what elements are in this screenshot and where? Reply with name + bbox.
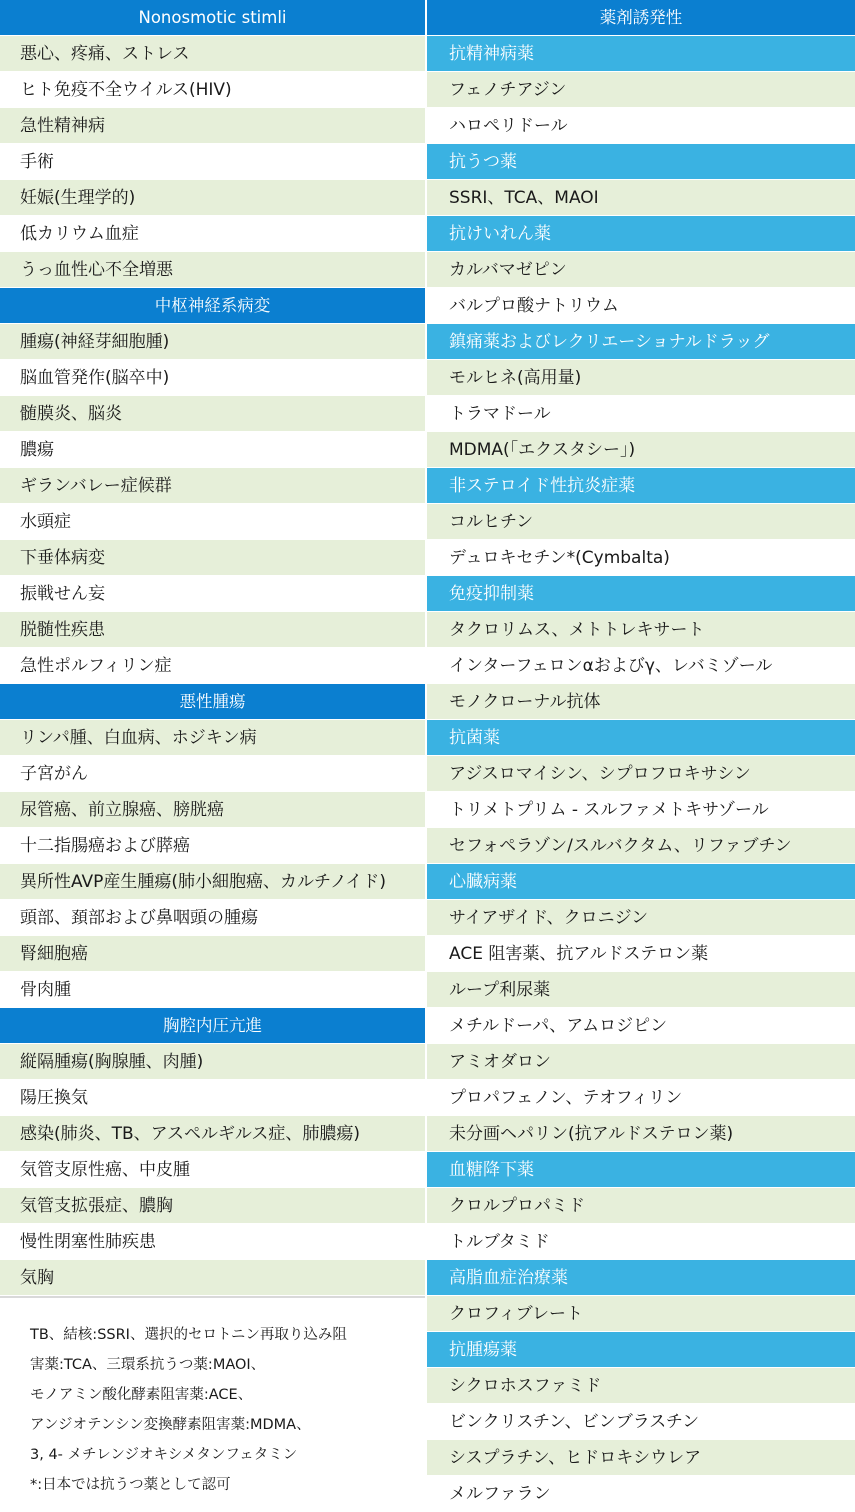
category-header: 非ステロイド性抗炎症薬	[427, 468, 855, 504]
table-row: ハロペリドール	[427, 108, 855, 144]
table-row: モノクローナル抗体	[427, 684, 855, 720]
table-row: 頭部、頚部および鼻咽頭の腫瘍	[0, 900, 425, 936]
category-header: 心臓病薬	[427, 864, 855, 900]
table-row: フェノチアジン	[427, 72, 855, 108]
table-row: アミオダロン	[427, 1044, 855, 1080]
table-row: 脳血管発作(脳卒中)	[0, 360, 425, 396]
table-row: サイアザイド、クロニジン	[427, 900, 855, 936]
table-row: 異所性AVP産生腫瘍(肺小細胞癌、カルチノイド)	[0, 864, 425, 900]
footnote-line: 3, 4- メチレンジオキシメタンフェタミン	[30, 1447, 298, 1463]
table-row: 感染(肺炎、TB、アスペルギルス症、肺膿瘍)	[0, 1116, 425, 1152]
table-row: ACE 阻害薬、抗アルドステロン薬	[427, 936, 855, 972]
table-row: モルヒネ(高用量)	[427, 360, 855, 396]
table-row: 尿管癌、前立腺癌、膀胱癌	[0, 792, 425, 828]
category-header: 抗菌薬	[427, 720, 855, 756]
table-row: 気管支拡張症、膿胸	[0, 1188, 425, 1224]
nonosmotic-stimuli-column	[0, 0, 427, 1512]
table-row: ギランバレー症候群	[0, 468, 425, 504]
table-row: 未分画ヘパリン(抗アルドステロン薬)	[427, 1116, 855, 1152]
table-row: シクロホスファミド	[427, 1368, 855, 1404]
table-row: メチルドーパ、アムロジピン	[427, 1008, 855, 1044]
category-header: 血糖降下薬	[427, 1152, 855, 1188]
table-row: 慢性閉塞性肺疾患	[0, 1224, 425, 1260]
footnote-line: 害薬:TCA、三環系抗うつ薬:MAOI、	[30, 1357, 266, 1373]
category-header: 抗精神病薬	[427, 36, 855, 72]
table-row: SSRI、TCA、MAOI	[427, 180, 855, 216]
table-row: ヒト免疫不全ウイルス(HIV)	[0, 72, 425, 108]
table-row: トルブタミド	[427, 1224, 855, 1260]
table-row: 水頭症	[0, 504, 425, 540]
table-row: 急性精神病	[0, 108, 425, 144]
table-row: プロパフェノン、テオフィリン	[427, 1080, 855, 1116]
table-row: 下垂体病変	[0, 540, 425, 576]
table-row: クロルプロパミド	[427, 1188, 855, 1224]
table-row: 低カリウム血症	[0, 216, 425, 252]
category-header: 鎮痛薬およびレクリエーショナルドラッグ	[427, 324, 855, 360]
table-row: 悪心、疼痛、ストレス	[0, 36, 425, 72]
table-row: インターフェロンαおよびγ、レバミゾール	[427, 648, 855, 684]
table-row: MDMA(「エクスタシー」)	[427, 432, 855, 468]
footnote-line: アンジオテンシン変換酵素阻害薬:MDMA、	[30, 1417, 311, 1433]
table-row: 縦隔腫瘍(胸腺腫、肉腫)	[0, 1044, 425, 1080]
table-row: 十二指腸癌および膵癌	[0, 828, 425, 864]
table-row: 妊娠(生理学的)	[0, 180, 425, 216]
table-row: 気管支原性癌、中皮腫	[0, 1152, 425, 1188]
category-header: 高脂血症治療薬	[427, 1260, 855, 1296]
column-header-drug-induced: 薬剤誘発性	[427, 0, 855, 36]
table-row: 手術	[0, 144, 425, 180]
table-row: ループ利尿薬	[427, 972, 855, 1008]
table-row: 脱髄性疾患	[0, 612, 425, 648]
table-row: 気胸	[0, 1260, 425, 1296]
table-row: バルプロ酸ナトリウム	[427, 288, 855, 324]
footnote-line: モノアミン酸化酵素阻害薬:ACE、	[30, 1387, 253, 1403]
section-header: 悪性腫瘍	[0, 684, 425, 720]
table-row: 腫瘍(神経芽細胞腫)	[0, 324, 425, 360]
category-header: 抗けいれん薬	[427, 216, 855, 252]
table-row: ビンクリスチン、ビンブラスチン	[427, 1404, 855, 1440]
column-header-nonosmotic: Nonosmotic stimli	[0, 0, 425, 36]
table-row: セフォペラゾン/スルバクタム、リファブチン	[427, 828, 855, 864]
table-row: アジスロマイシン、シプロフロキサシン	[427, 756, 855, 792]
table-row: 急性ポルフィリン症	[0, 648, 425, 684]
footnote-line: TB、結核:SSRI、選択的セロトニン再取り込み阻	[30, 1327, 347, 1343]
category-header: 抗うつ薬	[427, 144, 855, 180]
table-row: 骨肉腫	[0, 972, 425, 1008]
table-row: うっ血性心不全増悪	[0, 252, 425, 288]
table-row: メルファラン	[427, 1476, 855, 1512]
category-header: 免疫抑制薬	[427, 576, 855, 612]
table-row: 振戦せん妄	[0, 576, 425, 612]
table-row: リンパ腫、白血病、ホジキン病	[0, 720, 425, 756]
table-row: トラマドール	[427, 396, 855, 432]
table-row: タクロリムス、メトトレキサート	[427, 612, 855, 648]
table-row: コルヒチン	[427, 504, 855, 540]
footnotes	[0, 1296, 425, 1512]
table-row: 子宮がん	[0, 756, 425, 792]
drug-induced-column	[427, 0, 855, 1512]
table-row: 髄膜炎、脳炎	[0, 396, 425, 432]
table-row: 膿瘍	[0, 432, 425, 468]
table-row: デュロキセチン*(Cymbalta)	[427, 540, 855, 576]
table-row: 腎細胞癌	[0, 936, 425, 972]
table-row: 陽圧換気	[0, 1080, 425, 1116]
category-header: 抗腫瘍薬	[427, 1332, 855, 1368]
section-header: 胸腔内圧亢進	[0, 1008, 425, 1044]
table-row: クロフィブレート	[427, 1296, 855, 1332]
footnote-line: *:日本では抗うつ薬として認可	[30, 1477, 231, 1493]
table-row: カルバマゼピン	[427, 252, 855, 288]
table-row: トリメトプリム - スルファメトキサゾール	[427, 792, 855, 828]
table-row: シスプラチン、ヒドロキシウレア	[427, 1440, 855, 1476]
section-header: 中枢神経系病変	[0, 288, 425, 324]
